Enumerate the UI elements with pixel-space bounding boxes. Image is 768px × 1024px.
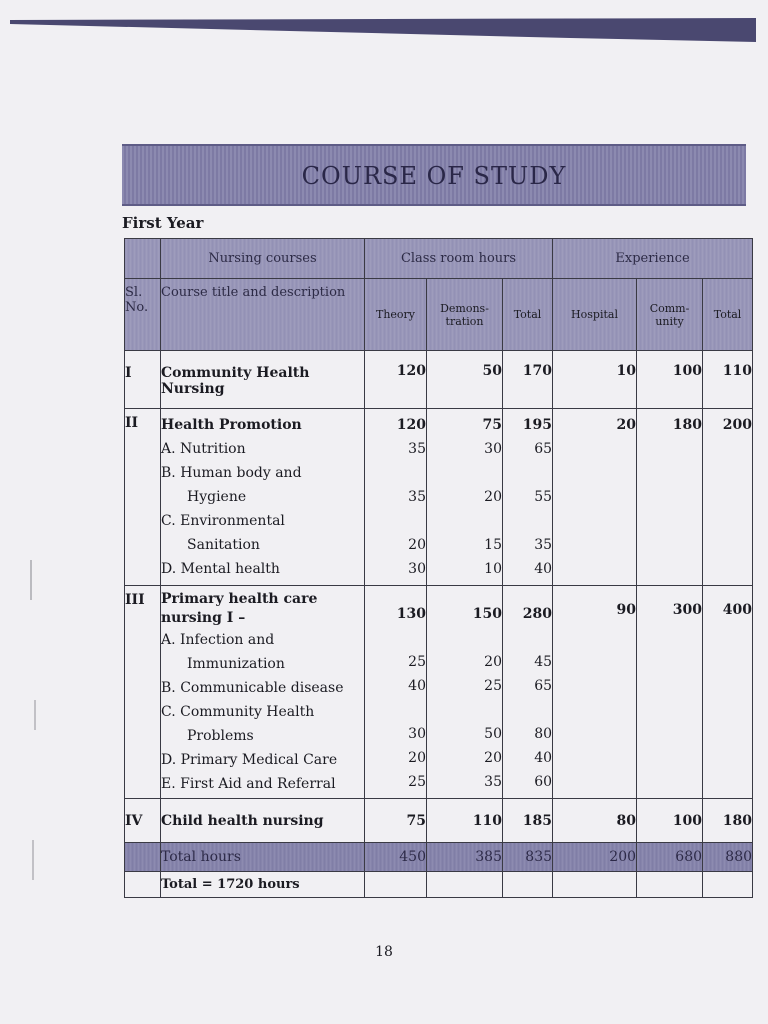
theory-column (365, 409, 427, 586)
course-title: Health Promotion (161, 417, 302, 433)
subtopic-b: B. Communicable disease (161, 680, 344, 696)
subtopic-demo: 20 (484, 750, 502, 766)
subtopic-c: C. Environmental (161, 513, 285, 529)
total-demo: 385 (427, 843, 503, 872)
subtopic-total: 65 (534, 678, 553, 694)
experience-total: 200 (703, 409, 753, 586)
total-hospital: 200 (553, 843, 637, 872)
subtopic-a-cont: Immunization (187, 656, 285, 672)
subtopic-total: 65 (534, 441, 553, 457)
theory-hours: 75 (365, 799, 427, 843)
header-theory: Theory (365, 279, 427, 351)
subtopic-theory: 30 (408, 561, 426, 577)
subtopic-total: 60 (534, 774, 553, 790)
subtopic-theory: 40 (408, 678, 426, 694)
title-banner (122, 144, 746, 206)
theory-hours: 130 (396, 606, 426, 622)
total-community: 680 (637, 843, 703, 872)
header-community: Comm- unity (637, 279, 703, 351)
course-table (124, 238, 753, 898)
community-hours: 300 (637, 586, 703, 799)
experience-total: 180 (703, 799, 753, 843)
subtopic-theory: 30 (408, 726, 426, 742)
total-theory: 450 (365, 843, 427, 872)
course-row-1 (125, 351, 753, 409)
subtopic-c-cont: Problems (187, 728, 254, 744)
theory-hours: 120 (396, 417, 426, 433)
community-hours: 100 (637, 351, 703, 409)
subtopic-theory: 25 (408, 654, 426, 670)
subtopic-theory: 35 (408, 489, 426, 505)
header-classroom-total: Total (503, 279, 553, 351)
course-title: Primary health care nursing I – (161, 591, 318, 626)
total-column (503, 586, 553, 799)
subtopic-b-cont: Hygiene (187, 489, 247, 505)
demo-column (427, 586, 503, 799)
demo-hours: 75 (482, 417, 502, 433)
subtopic-demo: 50 (484, 726, 502, 742)
sl-number: I (125, 351, 161, 409)
theory-column (365, 586, 427, 799)
subtopic-demo: 10 (484, 561, 502, 577)
sl-number: III (125, 586, 161, 799)
subtopic-demo: 20 (484, 489, 502, 505)
hospital-hours: 10 (553, 351, 637, 409)
scan-speck (32, 840, 34, 880)
classroom-total: 195 (522, 417, 553, 433)
subtopic-b: B. Human body and (161, 465, 302, 481)
total-hours-label: Total hours (161, 843, 365, 872)
subtopic-demo: 15 (484, 537, 502, 553)
header-nursing-courses: Nursing courses (161, 239, 365, 279)
demo-hours: 150 (472, 606, 502, 622)
demo-hours: 110 (427, 799, 503, 843)
subtopic-c-cont: Sanitation (187, 537, 260, 553)
theory-hours: 120 (365, 351, 427, 409)
subtopic-a: A. Infection and (161, 632, 275, 648)
experience-total: 110 (703, 351, 753, 409)
hospital-hours: 80 (553, 799, 637, 843)
classroom-total: 280 (522, 606, 553, 622)
top-scan-rule (10, 16, 756, 44)
subtopic-demo: 35 (484, 774, 502, 790)
total-hours-row (125, 843, 753, 872)
course-description (161, 409, 365, 586)
header-experience: Experience (553, 239, 753, 279)
community-hours: 180 (637, 409, 703, 586)
subtopic-theory: 25 (408, 774, 426, 790)
total-column (503, 409, 553, 586)
header-classroom-hours: Class room hours (365, 239, 553, 279)
subtopic-c: C. Community Health (161, 704, 315, 720)
total-experience: 880 (703, 843, 753, 872)
scan-speck (34, 700, 36, 730)
demo-hours: 50 (427, 351, 503, 409)
year-label: First Year (122, 214, 204, 232)
header-sl-no: Sl. No. (125, 279, 161, 351)
grand-total-label: Total = 1720 hours (161, 872, 365, 898)
subtopic-d: D. Primary Medical Care (161, 752, 338, 768)
subtopic-theory: 20 (408, 537, 426, 553)
community-hours: 100 (637, 799, 703, 843)
sl-number: IV (125, 799, 161, 843)
hospital-hours: 20 (553, 409, 637, 586)
subtopic-e: E. First Aid and Referral (161, 776, 336, 792)
hospital-hours: 90 (553, 586, 637, 799)
subtopic-d: D. Mental health (161, 561, 280, 577)
course-row-4 (125, 799, 753, 843)
header-row-sub (125, 279, 753, 351)
header-course-title: Course title and description (161, 279, 365, 351)
total-classroom: 835 (503, 843, 553, 872)
subtopic-total: 40 (534, 561, 553, 577)
scan-speck (30, 560, 32, 600)
sl-number: II (125, 409, 161, 586)
course-row-2 (125, 409, 753, 586)
subtopic-demo: 25 (484, 678, 502, 694)
subtopic-theory: 20 (408, 750, 426, 766)
subtopic-total: 55 (534, 489, 553, 505)
subtopic-total: 45 (534, 654, 553, 670)
demo-column (427, 409, 503, 586)
header-experience-total: Total (703, 279, 753, 351)
classroom-total: 170 (503, 351, 553, 409)
page-number: 18 (375, 944, 393, 960)
subtopic-demo: 30 (484, 441, 502, 457)
header-demonstration: Demons- tration (427, 279, 503, 351)
subtopic-a: A. Nutrition (161, 441, 246, 457)
grand-total-row (125, 872, 753, 898)
subtopic-total: 80 (534, 726, 553, 742)
course-description (161, 586, 365, 799)
subtopic-total: 35 (534, 537, 553, 553)
classroom-total: 185 (503, 799, 553, 843)
course-title: Community Health Nursing (161, 351, 365, 409)
subtopic-demo: 20 (484, 654, 502, 670)
course-title: Child health nursing (161, 799, 365, 843)
subtopic-theory: 35 (408, 441, 426, 457)
subtopic-total: 40 (534, 750, 553, 766)
course-row-3 (125, 586, 753, 799)
header-row-top (125, 239, 753, 279)
page-title: COURSE OF STUDY (301, 162, 567, 190)
header-hospital: Hospital (553, 279, 637, 351)
experience-total: 400 (703, 586, 753, 799)
